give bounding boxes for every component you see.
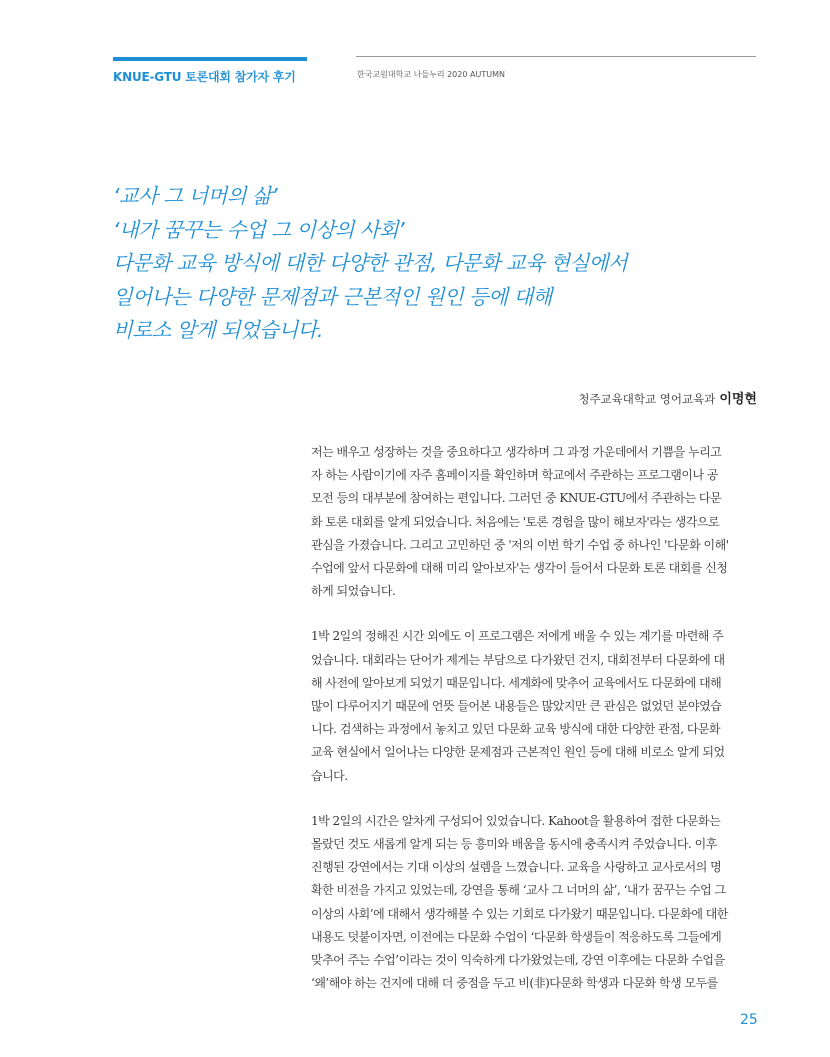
author-affiliation: 청주교육대학교 영어교육과 <box>578 392 716 406</box>
quote-line: ‘내가 꿈꾸는 수업 그 이상의 사회’ <box>113 217 405 242</box>
text-line: 하게 되었습니다. <box>311 584 396 599</box>
text-line: 습니다. <box>311 768 348 783</box>
quote-line: 비로소 알게 되었습니다. <box>113 318 323 342</box>
text-line: 었습니다. 대회라는 단어가 제게는 부담으로 다가왔던 건지, 대회전부터 다문화에 대 <box>311 652 725 667</box>
quote-line: ‘교사 그 너머의 삶’ <box>113 184 278 208</box>
text-line: 내용도 덧붙이자면, 이전에는 다문화 수업이 ‘다문화 학생들이 적응하도록 그들에게 <box>311 929 722 944</box>
text-line: 몰랐던 것도 새롭게 알게 되는 등 흥미와 배움을 동시에 충족시켜 주었습니다. 이후 <box>311 837 717 852</box>
text-line: 수업에 앞서 다문화에 대해 미리 알아보자'는 생각이 들어서 다문화 토론 대회를 신청 <box>311 561 728 576</box>
text-line: 진행된 강연에서는 기대 이상의 설렘을 느꼈습니다. 교육을 사랑하고 교사로서의 명 <box>311 860 722 875</box>
text-line: ‘왜’해야 하는 건지에 대해 더 중점을 두고 비(非)다문화 학생과 다문화 학생 모두를 <box>311 976 718 991</box>
page-number: 25 <box>740 1012 758 1028</box>
text-line: 모전 등의 대부분에 참여하는 편입니다. 그러던 중 KNUE-GTU에서 주관하는 다문 <box>311 491 722 506</box>
author-name: 이명현 <box>719 392 757 407</box>
text-line: 1박 2일의 시간은 알차게 구성되어 있었습니다. Kahoot을 활용하여 접한 다문화는 <box>311 813 721 828</box>
text-line: 교육 현실에서 일어나는 다양한 문제점과 근본적인 원인 등에 대해 비로소 알게 되었 <box>311 745 725 760</box>
text-line: 해 사전에 알아보게 되었기 때문입니다. 세계화에 맞추어 교육에서도 다문화에 대해 <box>311 675 722 690</box>
text-line: 관심을 가졌습니다. 그리고 고민하던 중 '저의 이번 학기 수업 중 하나인 '다문화 이해' <box>311 537 729 552</box>
journal-label: 한국교원대학교 나들누리 2020 AUTUMN <box>357 70 505 79</box>
quote-line: 다문화 교육 방식에 대한 다양한 관점, 다문화 교육 현실에서 <box>113 251 628 275</box>
text-line: 이상의 사회’에 대해서 생각해볼 수 있는 기회로 다가왔기 때문입니다. 다문화에 대한 <box>311 906 728 921</box>
pull-quote <box>113 180 733 348</box>
text-line: 확한 비전을 가지고 있었는데, 강연을 통해 ‘교사 그 너머의 삶’, ‘내가 꿈꾸는 수업 그 <box>311 883 726 898</box>
section-label: KNUE-GTU 토론대회 참가자 후기 <box>113 70 296 84</box>
paragraph <box>311 810 757 996</box>
quote-line: 일어나는 다양한 문제점과 근본적인 원인 등에 대해 <box>113 284 552 309</box>
text-line: 화 토론 대회를 알게 되었습니다. 처음에는 '토론 경험을 많이 해보자'라는 생각으로 <box>311 514 720 529</box>
text-line: 맞추어 주는 수업’이라는 것이 익숙하게 다가왔었는데, 강연 이후에는 다문화 수업을 <box>311 953 725 968</box>
text-line: 저는 배우고 성장하는 것을 중요하다고 생각하며 그 과정 가운데에서 기쁨을 누리고 <box>311 445 722 459</box>
header-rule <box>356 56 756 57</box>
article-body <box>311 441 757 1017</box>
text-line: 니다. 검색하는 과정에서 놓치고 있던 다문화 교육 방식에 대한 다양한 관점, 다문화 <box>311 722 721 737</box>
header-accent-bar <box>113 57 307 61</box>
paragraph <box>311 441 757 603</box>
text-line: 많이 다루어지기 때문에 언뜻 들어본 내용들은 많았지만 큰 관심은 없었던 분야였습 <box>311 699 722 714</box>
text-line: 1박 2일의 정해진 시간 외에도 이 프로그램은 저에게 배울 수 있는 계기를 마련해 주 <box>311 629 724 644</box>
paragraph <box>311 625 757 787</box>
text-line: 자 하는 사람이기에 자주 홈페이지를 확인하며 학교에서 주관하는 프로그램이나 공 <box>311 468 718 483</box>
author-byline <box>578 388 757 407</box>
